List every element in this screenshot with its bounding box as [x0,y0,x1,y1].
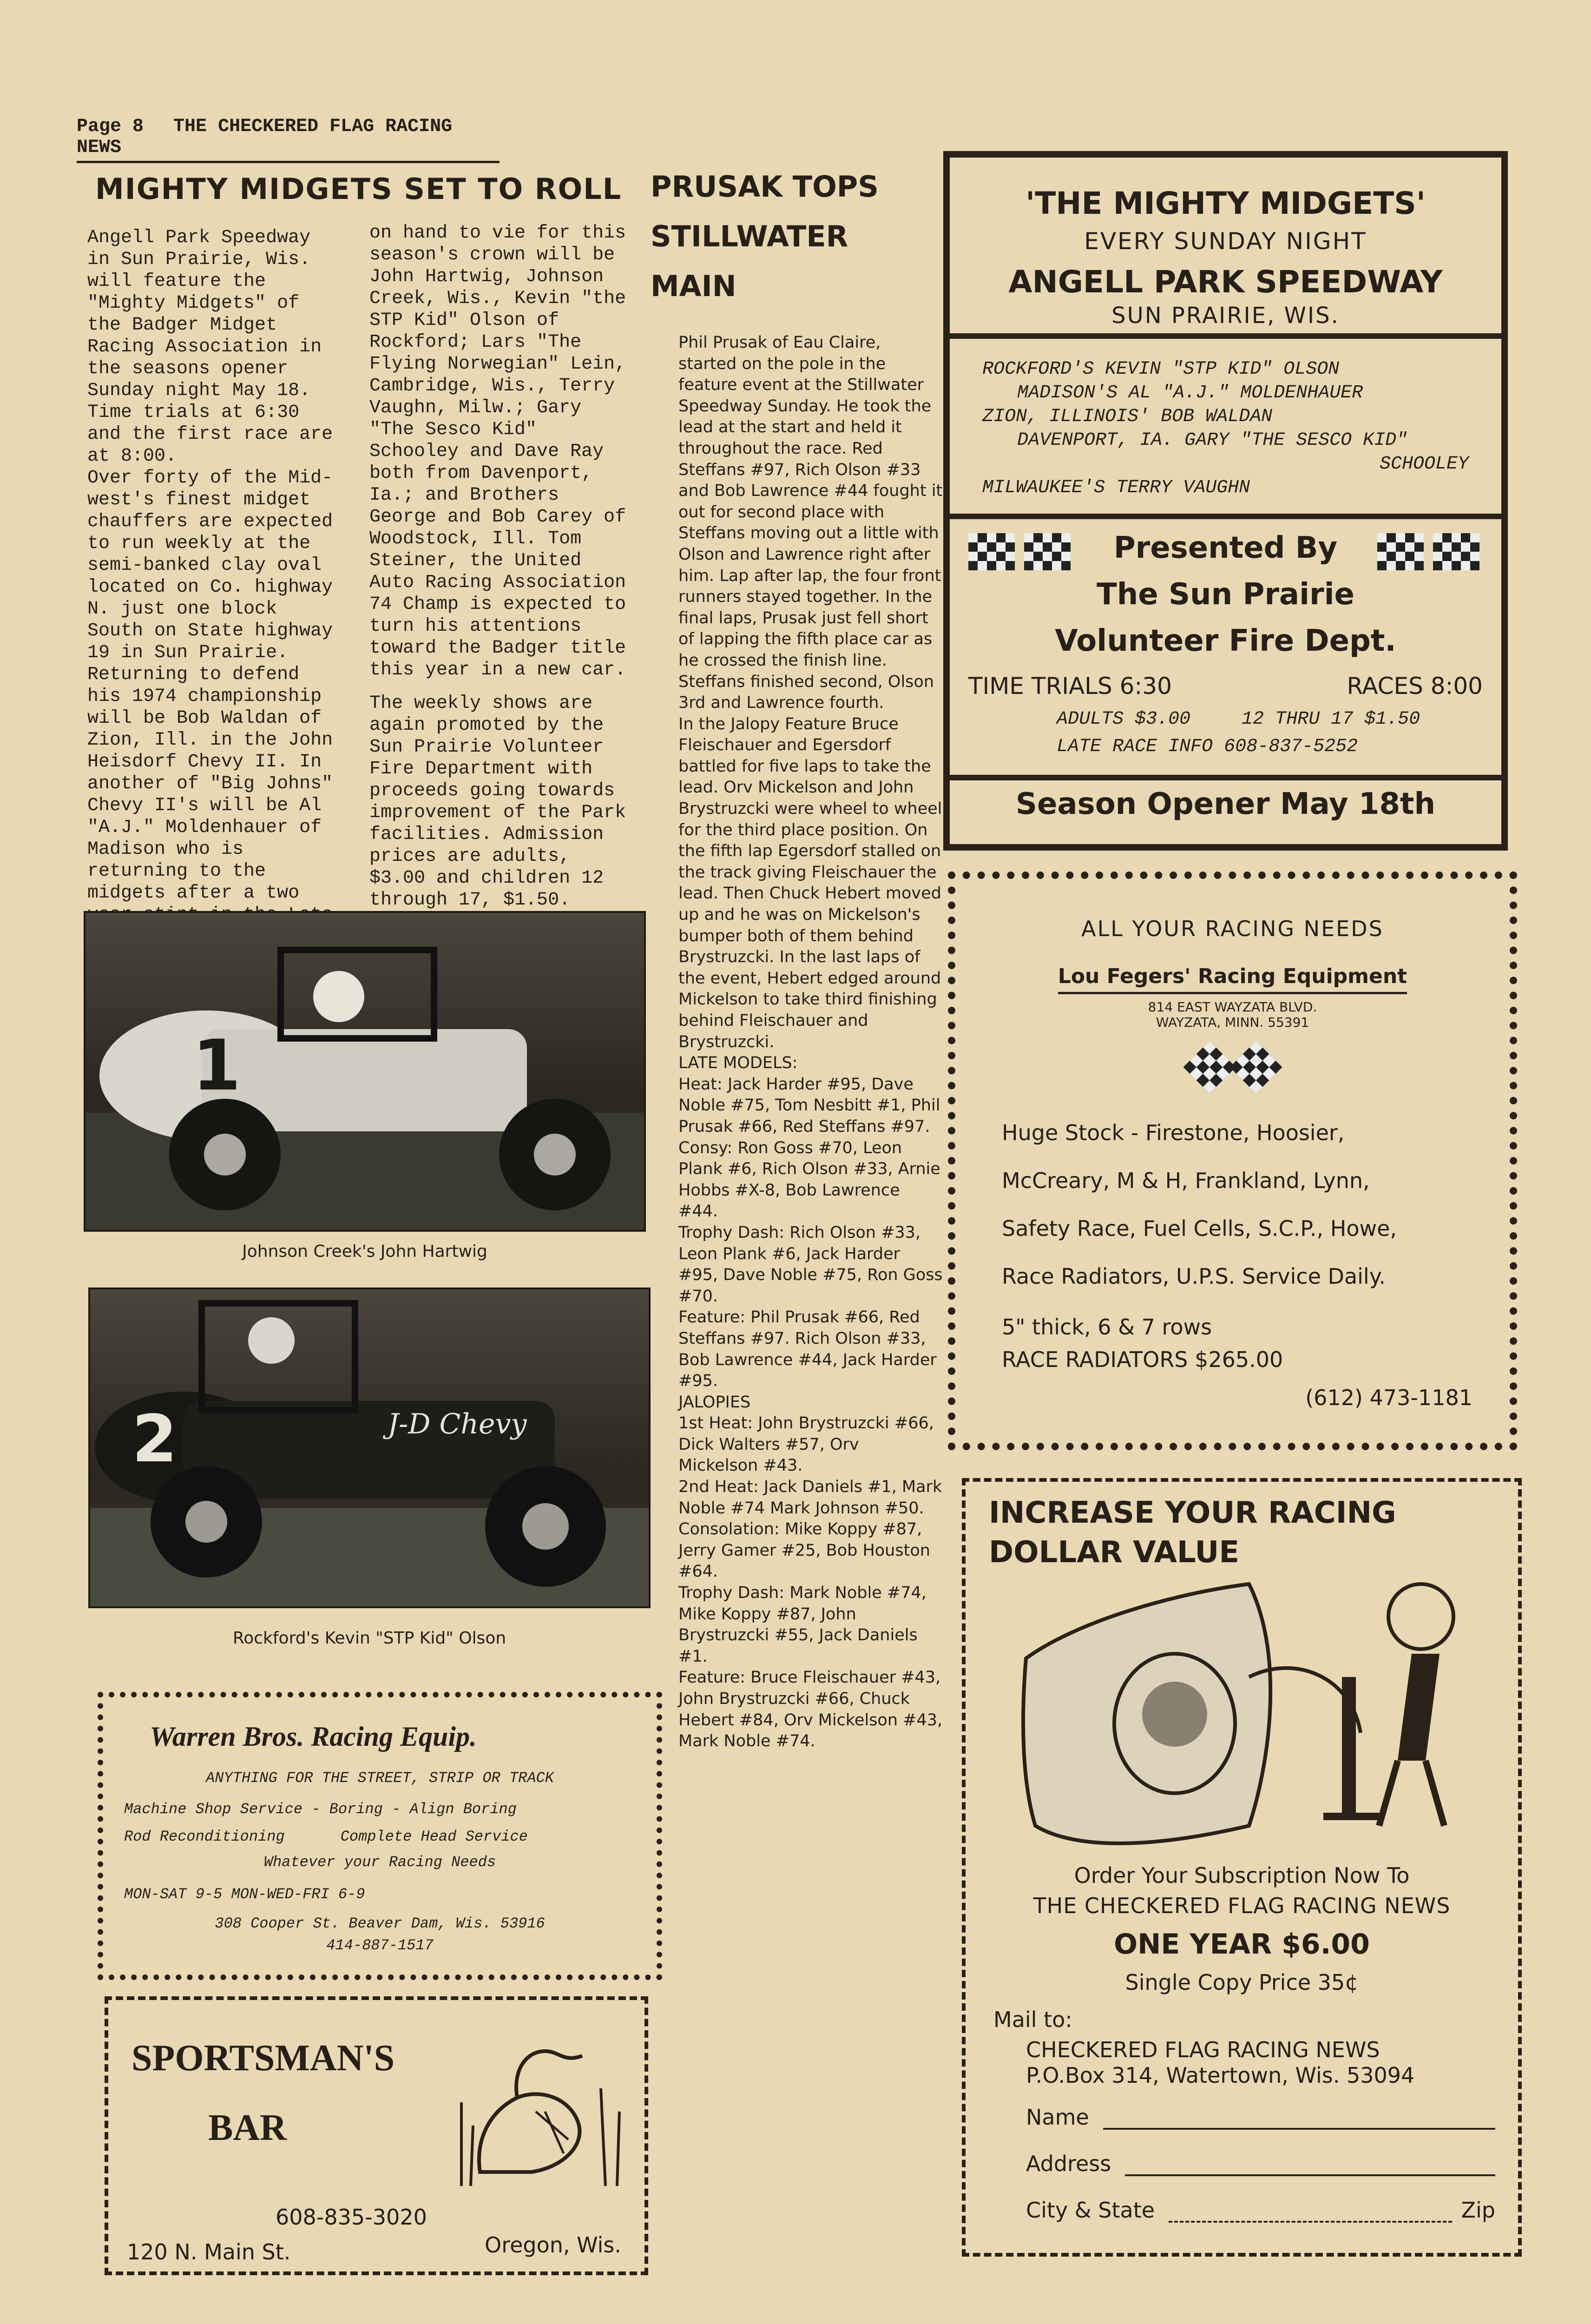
sportsman-address: 120 N. Main St. [127,2239,291,2265]
driver-6: MILWAUKEE'S TERRY VAUGHN [982,477,1250,498]
article-headline-prusak [651,162,879,311]
fegers-stock-4: Race Radiators, U.P.S. Service Daily. [1002,1264,1386,1289]
schedule-row [950,664,1501,700]
zip-label: Zip [1461,2198,1495,2223]
ad-subtitle: EVERY SUNDAY NIGHT [1084,228,1367,255]
warren-services-row [124,1828,657,1845]
presented-sponsor-1: The Sun Prairie [1097,577,1354,612]
divider [950,333,1501,339]
city-field[interactable] [1169,2202,1452,2223]
fegers-stock-2: McCreary, M & H, Frankland, Lynn, [1002,1168,1370,1193]
presented-sponsor-2: Volunteer Fire Dept. [1055,624,1396,658]
car-number-2: 2 [132,1401,178,1477]
warren-services-1: Machine Shop Service - Boring - Align Boring [124,1801,517,1818]
page-header [77,116,500,163]
fegers-address-1: 814 EAST WAYZATA BLVD. [1148,999,1317,1015]
fegers-name: Lou Fegers' Racing Equipment [1058,964,1407,994]
ad-lou-fegers [948,872,1517,1450]
subscription-order-2: THE CHECKERED FLAG RACING NEWS [1033,1893,1451,1918]
photo-caption-1: Johnson Creek's John Hartwig [242,1242,487,1261]
article-prusak-body: Phil Prusak of Eau Claire, started on the pole in the feature event at the Stillwater Speedway Sunday. He took the lead at the start and held it throughout the race. Red Steffans #97, Rich Olson #33 and Bob Lawrence #44 fought it out for second place with Steffans moving out a little with Olson and Lawrence right after him. Lap after lap, the four front runners stayed together. In the final laps, Prusak just fell short of lapping the fifth place car as he crossed the finish line. Steffans finished second, Olson 3rd and Lawrence fourth. In the Jalopy Feature Bruce Fleischauer and Egersdorf battled for five laps to take the lead. Orv Mickelson and John Brystruzcki were wheel to wheel for the third place position. On the fifth lap Egersdorf stalled on the track giving Fleischauer the lead. Then Chuck Hebert moved up and he was on Mickelson's bumper both of them behind Brystruzcki. In the last laps of the event, Hebert edged around Mickelson to take third finishing behind Fleischauer and Brystruzcki. LATE MODELS: Heat: Jack Harder #95, Dave Noble #75, Tom Nesbitt #1, Phil Prusak #66, Red Steffans #97. Consy: Ron Goss #70, Leon Plank #6, Rich Olson #33, Arnie Hobbs #X-8, Bob Lawrence #44. Trophy Dash: Rich Olson #33, Leon Plank #6, Jack Harder #95, Dave Noble #75, Ron Goss #70. Feature: Phil Prusak #66, Red Steffans #97. Rich Olson #33, Bob Lawrence #44, Jack Harder #95. JALOPIES 1st Heat: John Brystruzcki #66, Dick Walters #57, Orv Mickelson #43. 2nd Heat: Jack Daniels #1, Mark Noble #74 Mark Johnson #50. Consolation: Mike Koppy #87, Jerry Gamer #25, Bob Houston #64. Trophy Dash: Mark Noble #74, Mike Koppy #87, John Brystruzcki #55, Jack Daniels #1. Feature: Bruce Fleischauer #43, John Brystruzcki #66, Chuck Hebert #84, Orv Mickelson #43, Mark Noble #74. [678,333,943,1751]
name-label: Name [1026,2105,1089,2130]
warren-tagline: ANYTHING FOR THE STREET, STRIP OR TRACK [206,1769,554,1787]
youth-price: 12 THRU 17 $1.50 [1242,709,1420,730]
ad-location: SUN PRAIRIE, WIS. [1111,303,1340,329]
subscription-price: ONE YEAR $6.00 [1114,1928,1370,1961]
photo-john-hartwig [84,911,646,1232]
warren-hours: MON-SAT 9-5 MON-WED-FRI 6-9 [124,1886,365,1903]
driver-2: MADISON'S AL "A.J." MOLDENHAUER [1017,383,1363,403]
sportsman-phone: 608-835-3020 [276,2205,427,2230]
article-midgets-col2a: on hand to vie for this season's crown will be John Hartwig, Johnson Creek, Wis., Kevin "the STP Kid" Olson of Rockford; Lars "The Flying Norwegian" Lein, Cambridge, Wis., Terry Vaughn, Milw.; Gary "The Sesco Kid" Schooley and Dave Ray both from Davenport, Ia.; and Brothers George and Bob Carey of Woodstock, Ill. Tom Steiner, the United Auto Racing Association 74 Champ is expected to turn his attentions toward the Badger title this year in a new car. [369,223,626,680]
photo-kevin-olson [88,1287,651,1608]
fegers-tagline: ALL YOUR RACING NEEDS [1081,916,1384,941]
publication-name: THE CHECKERED FLAG RACING NEWS [77,116,453,158]
driver-5: SCHOOLEY [1379,454,1469,475]
headline-line-3: MAIN [651,269,736,303]
warren-services-2b: Complete Head Service [340,1828,528,1845]
ad-subscription [962,1478,1522,2257]
ad-mighty-midgets [943,151,1508,851]
warren-services-2a: Rod Reconditioning [124,1828,285,1845]
fegers-stock-3: Safety Race, Fuel Cells, S.C.P., Howe, [1002,1216,1397,1241]
article-midgets-col1: Angell Park Speedway in Sun Prairie, Wis. will feature the "Mighty Midgets" of the Badger Midget Racing Association in the seasons opener Sunday night May 18. Time trials at 6:30 and the first race are at 8:00. Over forty of the Mid-west's finest midget chauffers are expected to run weekly at the semi-banked clay oval located on Co. highway N. just one block South on State highway 19 in Sun Prairie. Returning to defend his 1974 championship will be Bob Waldan of Zion, Ill. in the John Heisdorf Chevy II. In another of "Big Johns" Chevy II's will be Al "A.J." Moldenhauer of Madison who is returning to the midgets after a two [87,227,333,904]
time-trials: TIME TRIALS 6:30 [968,673,1172,700]
headline-line-1: PRUSAK TOPS [651,170,879,204]
presented-by: Presented By [1113,531,1338,565]
sportsman-name-1: SPORTSMAN'S [131,2038,395,2079]
subscription-headline-2: DOLLAR VALUE [989,1535,1240,1570]
name-row [1026,2105,1495,2130]
article-headline-midgets: MIGHTY MIDGETS SET TO ROLL [95,172,622,206]
subscription-single-price: Single Copy Price 35¢ [1125,1970,1359,1995]
sportsman-city: Oregon, Wis. [485,2232,621,2258]
divider [950,514,1501,519]
duck-illustration-icon [447,2019,633,2195]
address-label: Address [1026,2151,1111,2176]
driver-3: ZION, ILLINOIS' BOB WALDAN [982,406,1273,427]
driver-1: ROCKFORD'S KEVIN "STP KID" OLSON [982,359,1340,380]
headline-line-2: STILLWATER [651,219,848,253]
car-number-1: 1 [192,1025,241,1106]
ad-sportsmans-bar [105,1996,648,2275]
subscription-address-2: P.O.Box 314, Watertown, Wis. 53094 [1026,2063,1415,2088]
midget-car-illustration-2 [90,1289,649,1606]
divider [950,775,1501,780]
fegers-stock-list [955,1095,1510,1301]
subscription-headline-1: INCREASE YOUR RACING [989,1496,1396,1530]
ad-warren-bros [98,1692,662,1980]
midget-car-illustration-1 [85,913,644,1230]
cartoon-dollar-pump-illustration [1007,1538,1491,1891]
fegers-radiator-spec: 5" thick, 6 & 7 rows [1002,1314,1212,1340]
fegers-stock-1: Huge Stock - Firestone, Hoosier, [1002,1120,1345,1145]
name-field[interactable] [1103,2109,1495,2130]
warren-phone: 414-887-1517 [326,1937,434,1954]
fegers-address-2: WAYZATA, MINN. 55391 [1156,1015,1309,1030]
fegers-phone: (612) 473-1181 [1305,1385,1473,1410]
city-row [1026,2198,1495,2223]
address-row [1026,2151,1495,2176]
season-opener: Season Opener May 18th [1015,787,1436,821]
fegers-radiators [955,1301,1510,1376]
photo-caption-2: Rockford's Kevin "STP Kid" Olson [232,1629,506,1648]
checkered-flags-icon [964,528,1075,580]
address-field[interactable] [1125,2156,1495,2176]
page-number: Page 8 [77,116,144,137]
checkered-flags-icon [1182,1039,1284,1095]
prices-row [950,700,1501,730]
article-midgets-col2b: The weekly shows are again promoted by the Sun Prairie Volunteer Fire Department with proceeds going towards improvement of the Park facilities. Admission prices are adults, $3.00 and children 12 through 17, $1.50. [369,693,626,911]
adult-price: ADULTS $3.00 [1057,709,1191,730]
fegers-radiator-price: RACE RADIATORS $265.00 [1002,1347,1283,1372]
races-time: RACES 8:00 [1347,673,1483,700]
warren-address: 308 Cooper St. Beaver Dam, Wis. 53916 [215,1915,545,1932]
ad-venue: ANGELL PARK SPEEDWAY [1008,264,1443,300]
driver-4: DAVENPORT, IA. GARY "THE SESCO KID" [1017,430,1408,451]
ad-title: 'THE MIGHTY MIDGETS' [1026,185,1426,221]
warren-name: Warren Bros. Racing Equip. [150,1721,477,1752]
city-label: City & State [1026,2198,1155,2223]
sportsman-name-2: BAR [208,2107,287,2148]
fegers-name-wrap [955,964,1510,988]
car-sponsor-2: J-D Chevy [388,1408,527,1440]
presented-section [950,519,1501,775]
warren-services-3: Whatever your Racing Needs [263,1854,496,1871]
driver-list [950,339,1501,514]
subscription-order-1: Order Your Subscription Now To [1074,1863,1410,1888]
subscription-mail-to: Mail to: [993,2007,1072,2032]
late-race-info: LATE RACE INFO 608-837-5252 [1057,736,1358,757]
subscription-address-1: CHECKERED FLAG RACING NEWS [1026,2037,1380,2062]
checkered-flags-icon [1373,528,1484,580]
